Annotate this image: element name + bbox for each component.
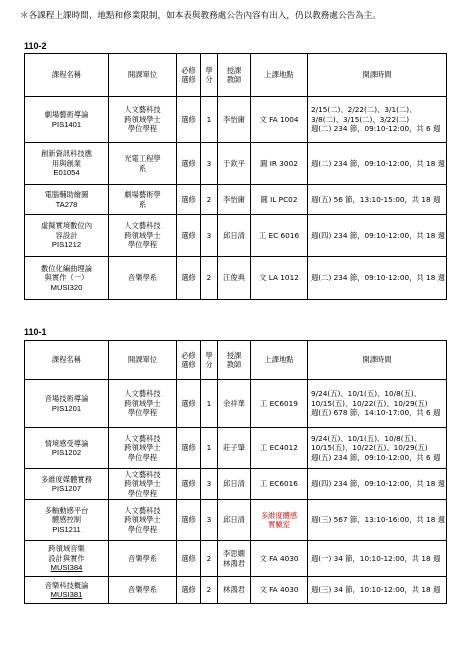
dept-name: 跨領域學士 [124,114,161,124]
dept-name: 跨領域學士 [124,515,161,525]
dept-name: 跨領域學士 [124,479,161,489]
course-name: 多軸動感平台 [44,505,89,515]
table-row [25,541,447,577]
credit-cell: 3 [201,215,218,257]
dept-name: 跨領域學士 [124,398,161,408]
credit-cell: 2 [201,185,218,215]
time-cell [308,428,447,469]
dept-cell [109,257,177,300]
time-line: 2/15(二)、2/22(二)、3/1(二)、 [311,105,417,115]
requirement-cell: 選修 [177,469,201,500]
teacher-name: 李怡庸 [223,194,245,204]
course-name: 體感控制 [51,515,82,525]
header-location: 上課地點 [251,54,308,97]
header-time: 開課時間 [308,341,447,380]
dept-name: 人文藝科技 [124,105,161,115]
dept-cell [109,541,177,577]
table-row [25,143,447,185]
time-line: 週(三) 567 節，13:10-16:00，共 18 週 [311,515,445,525]
location-cell [251,380,308,428]
course-code: PIS1212 [51,240,82,250]
teacher-cell [218,215,251,257]
location-text: 多維度體感 [260,510,298,520]
teacher-name: 林鴻君 [223,585,245,595]
course-name: 用與創業 [51,158,82,168]
credit-cell: 1 [201,380,218,428]
dept-name: 人文藝科技 [124,469,161,479]
course-name-cell [25,215,109,257]
course-code: PIS1202 [51,448,82,457]
course-name: 跨領域音樂 [48,544,85,554]
course-name: 多維度媒體實務 [40,474,93,484]
dept-cell [109,215,177,257]
time-line: 週(二) 234 節，09:10-12:00，共 18 週 [311,273,445,283]
course-code: TA278 [55,199,78,209]
requirement-cell: 選修 [177,541,201,577]
time-cell [308,500,447,541]
semester-label-110-1: 110-1 [24,327,47,337]
course-code: PIS1201 [51,403,82,413]
credit-cell: 2 [201,577,218,604]
dept-name: 學位學程 [127,408,158,418]
time-line: 10/15(五)、10/22(五)、10/29(五) [311,398,428,408]
credit-cell: 2 [201,541,218,577]
time-line: 9/24(五)、10/1(五)、10/8(五)、 [311,389,422,399]
table-header-row [25,54,447,97]
course-code: E01054 [53,168,80,178]
header-teacher: 授課 教師 [218,341,251,380]
dept-name: 學位學程 [127,488,158,498]
teacher-cell [218,577,251,604]
course-name-cell [25,577,109,604]
header-dept: 開課單位 [109,54,177,97]
course-name: 設計與實作 [48,553,85,563]
time-cell [308,185,447,215]
location-text: 圓 IR 3002 [260,158,298,168]
dept-name: 學位學程 [127,124,158,134]
header-req: 必修 選修 [177,54,201,97]
teacher-name: 李思嫺 [223,549,245,558]
time-cell [308,541,447,577]
teacher-name: 邱日清 [223,230,245,240]
course-name: 與實作（一） [44,273,89,283]
course-name-cell [25,428,109,469]
teacher-cell [218,428,251,469]
teacher-cell [218,469,251,500]
time-cell [308,469,447,500]
teacher-name: 邱日清 [223,479,245,489]
time-line: 3/8(二)、3/15(二)、3/22(二) [311,114,410,124]
time-line: 週(一) 34 節，10:10-12:00，共 18 週 [311,553,441,563]
location-text: 文 LA 1012 [259,273,299,283]
dept-name: 音樂學系 [127,553,158,563]
table-row [25,257,447,300]
table-row [25,185,447,215]
requirement-cell: 選修 [177,185,201,215]
location-cell [251,500,308,541]
dept-name: 系 [138,199,147,209]
location-cell [251,257,308,300]
teacher-cell [218,380,251,428]
table-row [25,215,447,257]
location-cell [251,185,308,215]
location-cell [251,469,308,500]
location-text: 工 EC6019 [260,398,298,408]
course-name-cell [25,257,109,300]
teacher-cell [218,185,251,215]
dept-name: 學位學程 [127,240,158,250]
course-code: MUSI320 [50,282,83,292]
location-cell [251,577,308,604]
table-row [25,469,447,500]
credit-cell: 3 [201,500,218,541]
dept-name: 劇場藝術學 [124,190,161,199]
course-code: PIS1207 [51,484,82,493]
course-name-cell [25,185,109,215]
dept-cell [109,577,177,604]
dept-name: 系 [138,163,147,173]
time-cell [308,143,447,185]
credit-cell: 1 [201,97,218,143]
teacher-name: 于欽平 [223,158,245,168]
time-line: 週(二) 234 節，09:10-12:00，共 18 週 [311,158,445,168]
time-cell [308,380,447,428]
location-cell [251,143,308,185]
course-code: MUSI381 [50,590,83,599]
header-credit: 學 分 [201,341,218,380]
dept-cell [109,143,177,185]
course-name: 劇場藝術導論 [44,110,89,119]
course-name: 虛擬實境數位內 [40,221,93,231]
time-cell [308,577,447,604]
location-cell [251,97,308,143]
course-name: 數位化編曲理論 [40,263,93,273]
location-text: 實驗室 [268,520,290,529]
location-text: 文 FA 4030 [259,585,299,595]
table-row [25,500,447,541]
teacher-cell [218,500,251,541]
dept-cell [109,97,177,143]
time-cell [308,257,447,300]
table-row [25,577,447,604]
header-credit: 學 分 [201,54,218,97]
teacher-name: 邱日清 [223,515,245,525]
teacher-cell [218,541,251,577]
course-name: 音樂科技概論 [44,580,89,590]
location-text: 文 FA 1004 [259,114,299,124]
header-location: 上課地點 [251,341,308,380]
table-header-row [25,341,447,380]
course-code: PIS1211 [52,524,81,534]
table-row [25,380,447,428]
header-req: 必修 選修 [177,341,201,380]
course-name: 電腦輔助繪圖 [44,190,89,199]
semester-label-110-2: 110-2 [24,41,47,51]
header-teacher: 授課 教師 [218,54,251,97]
dept-name: 跨領域學士 [124,443,161,453]
course-name: 容設計 [55,230,78,240]
time-line: 週(五) 678 節，14:10-17:00，共 6 週 [311,408,441,418]
credit-cell: 3 [201,143,218,185]
time-line: 週(三) 34 節，10:10-12:00，共 18 週 [311,585,441,595]
dept-cell [109,428,177,469]
course-name: 音場技術導論 [44,394,89,403]
course-code: PIS1401 [51,119,82,129]
dept-cell [109,469,177,500]
teacher-name: 莊子肇 [223,443,245,453]
location-cell [251,215,308,257]
requirement-cell: 選修 [177,500,201,541]
time-line: 週(四) 234 節，09:10-12:00，共 18 週 [311,230,445,240]
requirement-cell: 選修 [177,97,201,143]
course-table-110-2 [24,53,447,300]
teacher-name: 李怡庸 [223,114,245,124]
time-line: 週(四) 234 節，09:10-12:00，共 18 週 [311,479,445,489]
credit-cell: 1 [201,428,218,469]
location-cell [251,541,308,577]
requirement-cell: 選修 [177,428,201,469]
requirement-cell: 選修 [177,257,201,300]
location-text: 工 EC 6016 [258,230,300,240]
dept-name: 音樂學系 [127,585,158,595]
teacher-name: 林鴻君 [223,558,245,568]
time-line: 週(二) 234 節，09:10-12:00，共 6 週 [311,124,441,134]
header-dept: 開課單位 [109,341,177,380]
table-row [25,97,447,143]
course-name: 創新資訊科技應 [40,149,93,159]
time-cell [308,97,447,143]
location-text: 工 EC4012 [260,443,298,453]
header-course-name: 課程名稱 [25,54,109,97]
time-line: 10/15(五)、10/22(五)、10/29(五) [311,443,428,453]
table-row [25,428,447,469]
dept-name: 學位學程 [127,524,158,534]
course-name-cell [25,143,109,185]
dept-name: 人文藝科技 [124,389,161,399]
course-name-cell [25,469,109,500]
dept-cell [109,500,177,541]
dept-name: 跨領域學士 [124,230,161,240]
location-cell [251,428,308,469]
time-line: 週(五) 234 節，09:10-12:00，共 6 週 [311,452,441,462]
dept-cell [109,380,177,428]
course-name-cell [25,541,109,577]
dept-name: 人文藝科技 [124,433,161,443]
dept-name: 光電工程學 [124,154,161,163]
dept-cell [109,185,177,215]
teacher-cell [218,143,251,185]
teacher-cell [218,257,251,300]
requirement-cell: 選修 [177,215,201,257]
notice-text: ＊各課程上課時間、地點和修業限制，如本表與教務處公告內容有出入，仍以教務處公告為主。 [20,11,381,21]
teacher-name: 江俊典 [223,273,245,283]
course-name-cell [25,380,109,428]
dept-name: 音樂學系 [127,273,158,283]
requirement-cell: 選修 [177,577,201,604]
dept-name: 人文藝科技 [124,221,161,231]
location-text: 圓 IL PC02 [260,194,298,204]
teacher-name: 余祥華 [223,398,245,408]
dept-name: 學位學程 [127,452,158,462]
time-cell [308,215,447,257]
credit-cell: 2 [201,257,218,300]
location-text: 文 FA 4030 [259,553,299,563]
requirement-cell: 選修 [177,380,201,428]
header-time: 開課時間 [308,54,447,97]
course-name-cell [25,97,109,143]
credit-cell: 3 [201,469,218,500]
course-table-110-1 [24,340,447,604]
teacher-cell [218,97,251,143]
header-course-name: 課程名稱 [25,341,109,380]
time-line: 9/24(五)、10/1(五)、10/8(五)、 [311,433,422,443]
course-name: 情境感受導論 [44,438,89,448]
requirement-cell: 選修 [177,143,201,185]
location-text: 工 EC6016 [260,479,298,489]
time-line: 週(五) 56 節，13:10-15:00，共 18 週 [311,194,441,204]
course-code: MUSI384 [50,563,83,573]
dept-name: 人文藝科技 [124,505,161,515]
course-name-cell [25,500,109,541]
